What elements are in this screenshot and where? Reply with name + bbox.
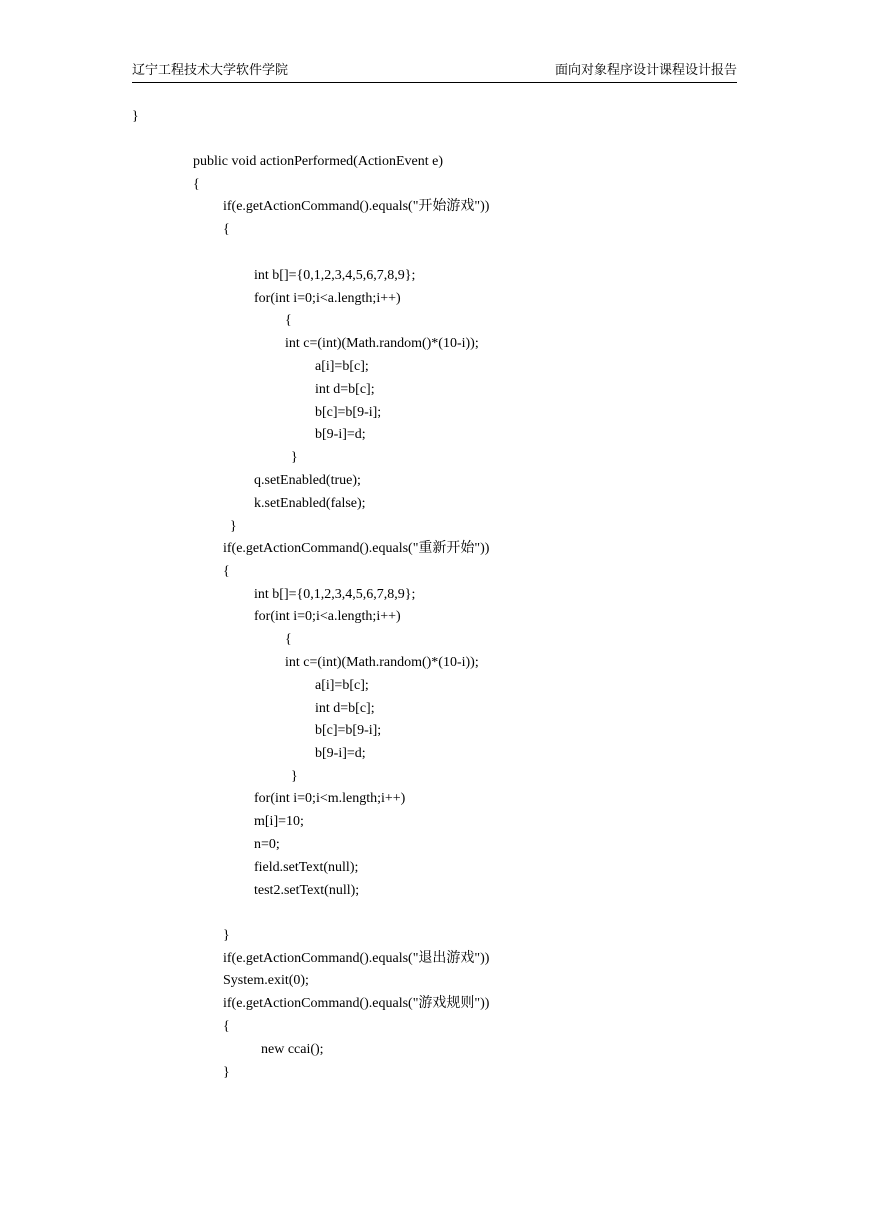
header-school-name: 辽宁工程技术大学软件学院 <box>132 62 289 77</box>
code-line: m[i]=10; <box>254 814 304 829</box>
code-line: for(int i=0;i<a.length;i++) <box>254 291 401 306</box>
code-line: int d=b[c]; <box>315 382 375 397</box>
code-line: new ccai(); <box>261 1042 324 1057</box>
code-line: } <box>291 769 298 784</box>
code-line: b[9-i]=d; <box>315 427 366 442</box>
code-line: int c=(int)(Math.random()*(10-i)); <box>285 655 479 670</box>
code-line: } <box>291 450 298 465</box>
code-line: b[9-i]=d; <box>315 746 366 761</box>
code-line: k.setEnabled(false); <box>254 496 366 511</box>
code-line: test2.setText(null); <box>254 883 360 898</box>
code-line: if(e.getActionCommand().equals("重新开始")) <box>223 541 490 556</box>
header-report-title: 面向对象程序设计课程设计报告 <box>554 62 737 77</box>
code-line: int d=b[c]; <box>315 701 375 716</box>
code-line: } <box>132 109 139 124</box>
code-line: for(int i=0;i<m.length;i++) <box>254 791 406 806</box>
code-line: { <box>223 1019 230 1034</box>
code-line: { <box>223 564 230 579</box>
code-line: q.setEnabled(true); <box>254 473 361 488</box>
code-line: if(e.getActionCommand().equals("退出游戏")) <box>223 951 490 966</box>
code-line: a[i]=b[c]; <box>315 678 369 693</box>
code-line: { <box>223 222 230 237</box>
code-line: int b[]={0,1,2,3,4,5,6,7,8,9}; <box>254 587 416 602</box>
code-line: int b[]={0,1,2,3,4,5,6,7,8,9}; <box>254 268 416 283</box>
code-line: b[c]=b[9-i]; <box>315 723 382 738</box>
code-line: int c=(int)(Math.random()*(10-i)); <box>285 336 479 351</box>
code-line: System.exit(0); <box>223 973 309 988</box>
code-line: if(e.getActionCommand().equals("开始游戏")) <box>223 199 490 214</box>
code-line: { <box>285 632 292 647</box>
code-line: if(e.getActionCommand().equals("游戏规则")) <box>223 996 490 1011</box>
code-line: for(int i=0;i<a.length;i++) <box>254 609 401 624</box>
code-line: } <box>230 519 237 534</box>
code-line: { <box>285 313 292 328</box>
code-line: b[c]=b[9-i]; <box>315 405 382 420</box>
code-line: public void actionPerformed(ActionEvent e) <box>193 154 443 169</box>
code-line: a[i]=b[c]; <box>315 359 369 374</box>
code-line: field.setText(null); <box>254 860 359 875</box>
code-line: { <box>193 177 200 192</box>
code-line: } <box>223 928 230 943</box>
code-line: n=0; <box>254 837 280 852</box>
code-line: } <box>223 1065 230 1080</box>
